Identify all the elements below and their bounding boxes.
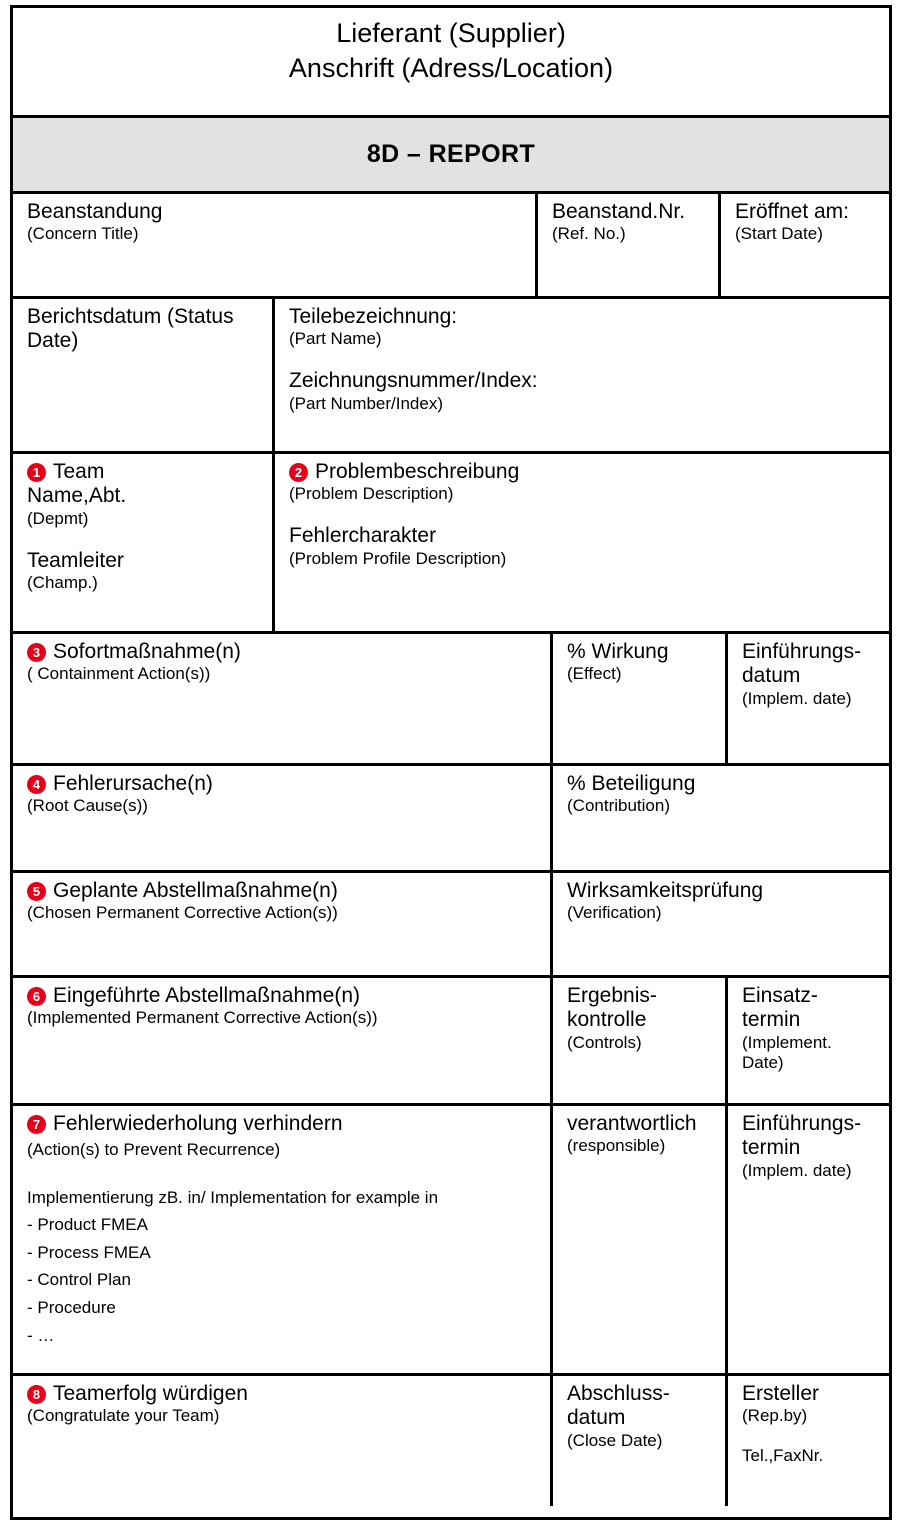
d6-controls-de2: kontrolle [567, 1008, 647, 1032]
d5-title-de: Geplante Abstellmaßnahme(n) [53, 879, 338, 902]
d3-implem-de1: Einführungs- [742, 640, 862, 663]
d3-heading [27, 640, 540, 664]
d4-contrib-de: % Beteiligung [567, 772, 696, 795]
d6-date-de1: Einsatz- [742, 984, 818, 1007]
supplier-title: Lieferant (Supplier) [336, 18, 566, 48]
d8-close-de1: Abschluss- [567, 1382, 670, 1405]
step-3-badge: 3 [27, 643, 46, 662]
d8-author-cell[interactable] [728, 1376, 889, 1506]
d1-heading [27, 460, 262, 484]
d3-row [13, 634, 889, 766]
d7-implementation-note: Implementierung zB. in/ Implementation for example in [27, 1187, 439, 1207]
d4-row [13, 766, 889, 873]
d2-problem-cell[interactable] [275, 454, 889, 631]
d6-implement-date-cell[interactable] [728, 978, 889, 1103]
status-date-de2: Date) [27, 329, 79, 353]
d7-row [13, 1106, 889, 1376]
d5-verification-cell[interactable] [553, 873, 889, 975]
d6-date-en1: (Implement. [742, 1032, 832, 1052]
d2-heading [289, 460, 879, 484]
d1-line1-de: Name,Abt. [27, 484, 127, 508]
d5-verif-en: (Verification) [567, 903, 662, 923]
d5-planned-action-cell[interactable] [13, 873, 553, 975]
ref-no-cell[interactable] [538, 194, 721, 296]
d3-implem-date-cell[interactable] [728, 634, 889, 763]
d1-line2-de: Teamleiter [27, 548, 124, 572]
d1-d2-row [13, 454, 889, 634]
d8-congratulate-cell[interactable] [13, 1376, 553, 1506]
d3-effect-en: (Effect) [567, 664, 622, 684]
d7-date-en: (Implem. date) [742, 1160, 852, 1180]
d1-line2-en: (Champ.) [27, 573, 98, 593]
d7-bullet-item: - Product FMEA [27, 1215, 148, 1235]
d2-line2-en: (Problem Profile Description) [289, 548, 507, 568]
d7-title-de: Fehlerwiederholung verhindern [53, 1112, 343, 1135]
d6-title-en: (Implemented Permanent Corrective Action(s)) [27, 1008, 378, 1028]
step-5-badge: 5 [27, 882, 46, 901]
d2-title-en: (Problem Description) [289, 484, 454, 504]
d5-verif-de: Wirksamkeitsprüfung [567, 879, 764, 902]
d4-root-cause-cell[interactable] [13, 766, 553, 870]
d6-row [13, 978, 889, 1106]
d7-resp-de: verantwortlich [567, 1112, 697, 1135]
report-title: 8D – REPORT [366, 140, 536, 168]
start-date-de: Eröffnet am: [735, 200, 850, 223]
d1-team-cell[interactable] [13, 454, 275, 631]
d7-bullet-item: - Process FMEA [27, 1242, 151, 1262]
d3-containment-cell[interactable] [13, 634, 553, 763]
d3-implem-en: (Implem. date) [742, 688, 852, 708]
d7-date-de1: Einführungs- [742, 1112, 862, 1135]
d3-implem-de2: datum [742, 664, 801, 688]
start-date-en: (Start Date) [735, 224, 823, 244]
part-name-number-cell[interactable] [275, 299, 889, 451]
d4-contribution-cell[interactable] [553, 766, 889, 870]
d7-prevent-recurrence-cell[interactable] [13, 1106, 553, 1373]
d8-close-en: (Close Date) [567, 1430, 663, 1450]
d8-heading [27, 1382, 540, 1406]
d6-title-de: Eingeführte Abstellmaßnahme(n) [53, 984, 360, 1007]
supplier-address: Anschrift (Adress/Location) [288, 52, 614, 83]
d7-resp-en: (responsible) [567, 1136, 666, 1156]
spacer [27, 1164, 540, 1184]
d8-title-de: Teamerfolg würdigen [53, 1382, 248, 1405]
step-6-badge: 6 [27, 987, 46, 1006]
d3-effect-de: % Wirkung [567, 640, 669, 663]
d3-effect-cell[interactable] [553, 634, 728, 763]
part-name-de: Teilebezeichnung: [289, 305, 458, 328]
d8-close-de2: datum [567, 1406, 626, 1430]
d1-title-de: Team [53, 460, 105, 483]
start-date-cell[interactable] [721, 194, 889, 296]
supplier-header-row [13, 8, 889, 118]
ref-no-de: Beanstand.Nr. [552, 200, 686, 223]
d6-date-de2: termin [742, 1008, 801, 1032]
d2-line2-de: Fehlercharakter [289, 524, 437, 548]
8d-report-form [10, 5, 892, 1520]
d5-row [13, 873, 889, 978]
d8-row [13, 1376, 889, 1506]
d4-heading [27, 772, 540, 796]
step-4-badge: 4 [27, 775, 46, 794]
concern-title-en: (Concern Title) [27, 224, 139, 244]
d4-title-de: Fehlerursache(n) [53, 772, 213, 795]
part-number-de: Zeichnungsnummer/Index: [289, 369, 538, 393]
concern-row [13, 194, 889, 299]
d3-title-en: ( Containment Action(s)) [27, 664, 211, 684]
concern-title-cell[interactable] [13, 194, 538, 296]
spacer [289, 504, 879, 524]
d8-title-en: (Congratulate your Team) [27, 1406, 220, 1426]
spacer [27, 529, 262, 549]
part-info-row [13, 299, 889, 454]
d3-title-de: Sofortmaßnahme(n) [53, 640, 241, 663]
part-name-en: (Part Name) [289, 329, 382, 349]
d6-controls-en: (Controls) [567, 1032, 642, 1052]
spacer [742, 1426, 879, 1446]
d5-heading [27, 879, 540, 903]
d5-title-en: (Chosen Permanent Corrective Action(s)) [27, 903, 338, 923]
d4-contrib-en: (Contribution) [567, 796, 670, 816]
d7-bullet-item: - Procedure [27, 1298, 116, 1318]
d6-controls-cell[interactable] [553, 978, 728, 1103]
d6-implemented-action-cell[interactable] [13, 978, 553, 1103]
d6-controls-de1: Ergebnis- [567, 984, 657, 1007]
d8-close-date-cell[interactable] [553, 1376, 728, 1506]
d6-heading [27, 984, 540, 1008]
d7-heading [27, 1112, 540, 1136]
step-7-badge: 7 [27, 1115, 46, 1134]
step-8-badge: 8 [27, 1385, 46, 1404]
part-number-en: (Part Number/Index) [289, 393, 443, 413]
d8-author-en: (Rep.by) [742, 1406, 808, 1426]
d7-bullet-item: - Control Plan [27, 1270, 131, 1290]
d1-line1-en: (Depmt) [27, 508, 89, 528]
step-2-badge: 2 [289, 463, 308, 482]
d8-author-de: Ersteller [742, 1382, 820, 1405]
d7-responsible-cell[interactable] [553, 1106, 728, 1373]
d7-bullet-item: - … [27, 1325, 55, 1345]
ref-no-en: (Ref. No.) [552, 224, 626, 244]
d7-implem-date-cell[interactable] [728, 1106, 889, 1373]
d7-title-en: (Action(s) to Prevent Recurrence) [27, 1140, 281, 1160]
d7-date-de2: termin [742, 1136, 801, 1160]
status-date-de: Berichtsdatum (Status [27, 305, 234, 328]
spacer [289, 349, 879, 369]
status-date-cell[interactable] [13, 299, 275, 451]
d4-title-en: (Root Cause(s)) [27, 796, 148, 816]
d2-title-de: Problembeschreibung [315, 460, 520, 483]
report-title-band [13, 118, 889, 194]
d6-date-en2: Date) [742, 1052, 784, 1072]
d8-author-contact: Tel.,FaxNr. [742, 1446, 824, 1466]
step-1-badge: 1 [27, 463, 46, 482]
concern-title-de: Beanstandung [27, 200, 163, 223]
